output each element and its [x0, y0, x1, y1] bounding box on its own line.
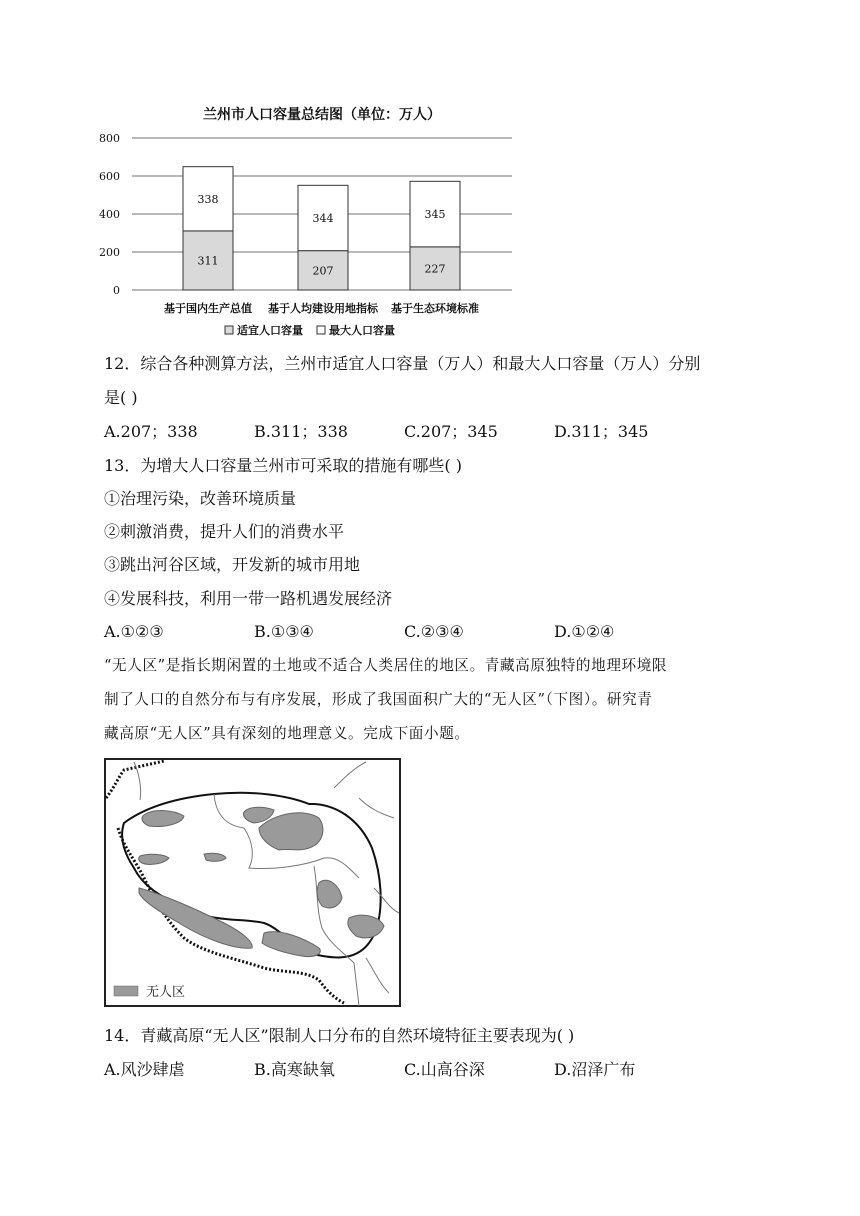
q14-option-c[interactable]: C.山高谷深 [404, 1060, 485, 1079]
intro-line-2: 制了人口的自然分布与有序发展，形成了我国面积广大的“无人区”（下图）。研究青 [104, 691, 653, 708]
x-category-label: 基于人均建设用地指标 [268, 302, 378, 315]
map-legend-label: 无人区 [146, 985, 186, 1000]
tibet-plateau-map [104, 758, 402, 1008]
data-label: 345 [424, 208, 446, 222]
intro-line-1: “无人区”是指长期闲置的土地或不适合人类居住的地区。青藏高原独特的地理环境限 [104, 657, 668, 674]
chart-title: 兰州市人口容量总结图（单位：万人） [203, 107, 441, 123]
legend-label: 适宜人口容量 [237, 324, 303, 337]
data-label: 207 [312, 264, 334, 278]
data-label: 227 [424, 262, 446, 276]
q12-option-c[interactable]: C.207；345 [404, 422, 498, 441]
y-tick-label: 0 [113, 284, 120, 297]
data-label: 344 [312, 211, 334, 225]
map-legend-swatch [114, 986, 138, 996]
q13-option-c[interactable]: C.②③④ [404, 622, 464, 641]
q13-stem: 13．为增大人口容量兰州市可采取的措施有哪些( ) [104, 456, 462, 475]
x-category-label: 基于国内生产总值 [164, 302, 252, 315]
q13-item-1: ①治理污染，改善环境质量 [104, 489, 297, 508]
q13-option-a[interactable]: A.①②③ [104, 622, 164, 641]
q13-item-2: ②刺激消费，提升人们的消费水平 [104, 522, 345, 541]
q12-option-b[interactable]: B.311；338 [254, 422, 348, 441]
q14-stem: 14．青藏高原“无人区”限制人口分布的自然环境特征主要表现为( ) [104, 1026, 575, 1045]
q12-option-d[interactable]: D.311；345 [554, 422, 649, 441]
q14-option-a[interactable]: A.风沙肆虐 [104, 1060, 185, 1079]
q12-option-a[interactable]: A.207；338 [104, 422, 198, 441]
q12-stem-line1: 12．综合各种测算方法，兰州市适宜人口容量（万人）和最大人口容量（万人）分别 [104, 354, 701, 373]
population-capacity-chart [95, 124, 525, 349]
q13-option-d[interactable]: D.①②④ [554, 622, 615, 641]
q14-option-d[interactable]: D.沼泽广布 [554, 1060, 636, 1079]
q13-option-b[interactable]: B.①③④ [254, 622, 314, 641]
y-tick-label: 200 [99, 246, 120, 259]
data-label: 311 [197, 254, 219, 268]
legend-swatch [225, 326, 233, 334]
y-tick-label: 800 [99, 132, 120, 145]
q14-option-b[interactable]: B.高寒缺氧 [254, 1060, 335, 1079]
x-category-label: 基于生态环境标准 [391, 302, 479, 315]
q13-item-4: ④发展科技，利用一带一路机遇发展经济 [104, 589, 393, 608]
legend-swatch [317, 326, 325, 334]
data-label: 338 [197, 192, 219, 206]
y-tick-label: 600 [99, 170, 120, 183]
q12-stem-line2: 是( ) [104, 388, 138, 407]
map-frame [105, 759, 400, 1006]
legend-label: 最大人口容量 [329, 324, 395, 337]
q13-item-3: ③跳出河谷区域，开发新的城市用地 [104, 555, 361, 574]
y-tick-label: 400 [99, 208, 120, 221]
intro-line-3: 藏高原“无人区”具有深刻的地理意义。完成下面小题。 [104, 725, 470, 742]
